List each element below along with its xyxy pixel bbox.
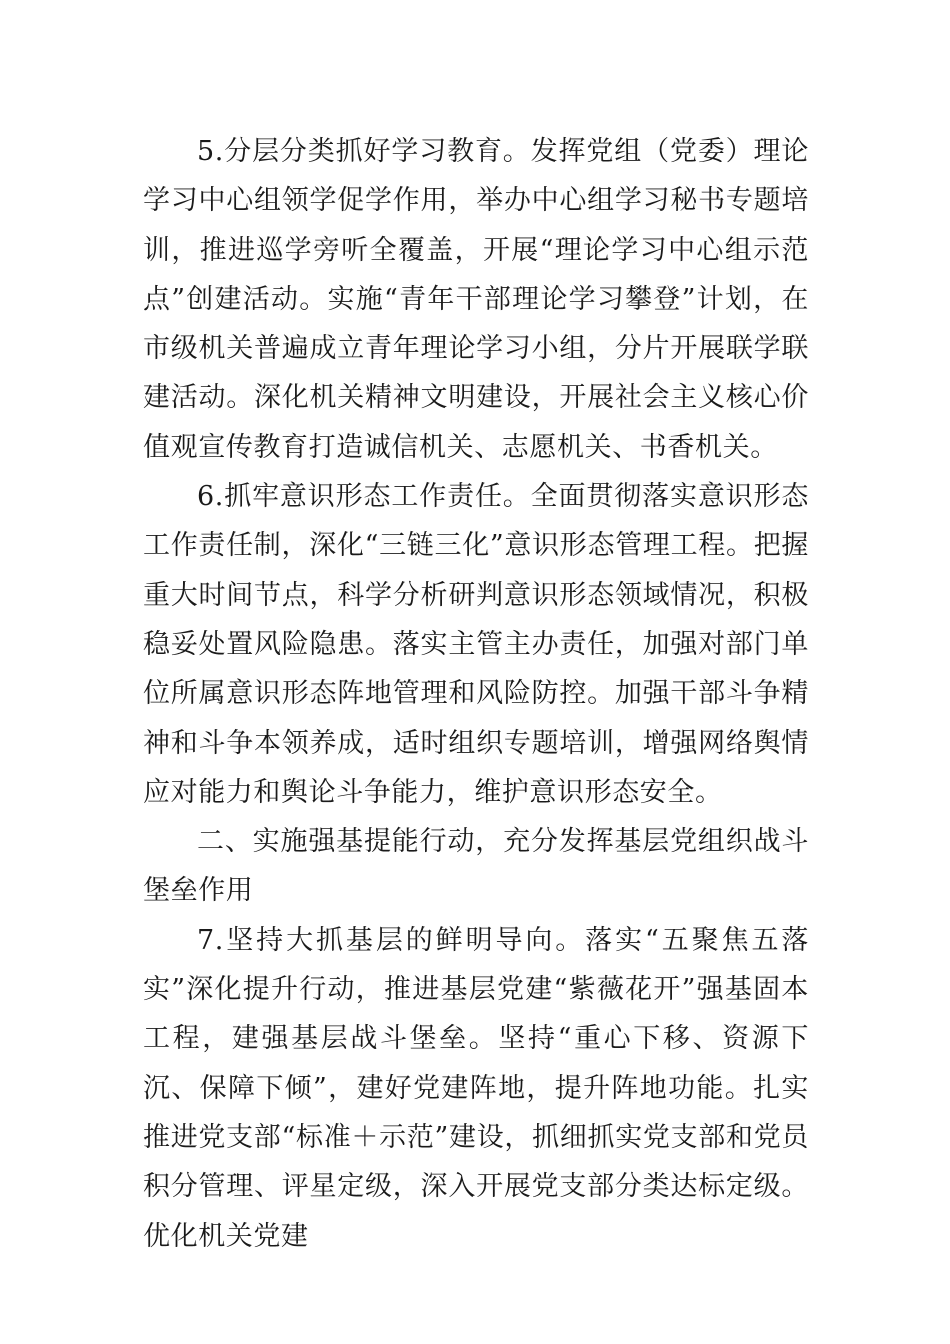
paragraph-grassroots-orientation: 7.坚持大抓基层的鲜明导向。落实“五聚焦五落实”深化提升行动，推进基层党建“紫薇花开”强基固本工程，建强基层战斗堡垒。坚持“重心下移、资源下沉、保障下倾”，建好党建阵地，提升阵地功能。扎实推进党支部“标准＋示范”建设，抓细抓实党支部和党员积分管理、评星定级，深入开展党支部分类达标定级。优化机关党建 (143, 924, 809, 1252)
paragraph-ideology-responsibility: 6.抓牢意识形态工作责任。全面贯彻落实意识形态工作责任制，深化“三链三化”意识形态管理工程。把握重大时间节点，科学分析研判意识形态领域情况，积极稳妥处置风险隐患。落实主管主办责任，加强对部门单位所属意识形态阵地管理和风险防控。加强干部斗争精神和斗争本领养成，适时组织专题培训，增强网络舆情应对能力和舆论斗争能力，维护意识形态安全。 (143, 481, 809, 808)
document-body (143, 127, 809, 1261)
section-heading-strengthen-grassroots: 二、实施强基提能行动，充分发挥基层党组织战斗堡垒作用 (143, 826, 809, 907)
paragraph-study-education: 5.分层分类抓好学习教育。发挥党组（党委）理论学习中心组领学促学作用，举办中心组学习秘书专题培训，推进巡学旁听全覆盖，开展“理论学习中心组示范点”创建活动。实施“青年干部理论学习攀登”计划，在市级机关普遍成立青年理论学习小组，分片开展联学联建活动。深化机关精神文明建设，开展社会主义核心价值观宣传教育打造诚信机关、志愿机关、书香机关。 (143, 136, 809, 463)
